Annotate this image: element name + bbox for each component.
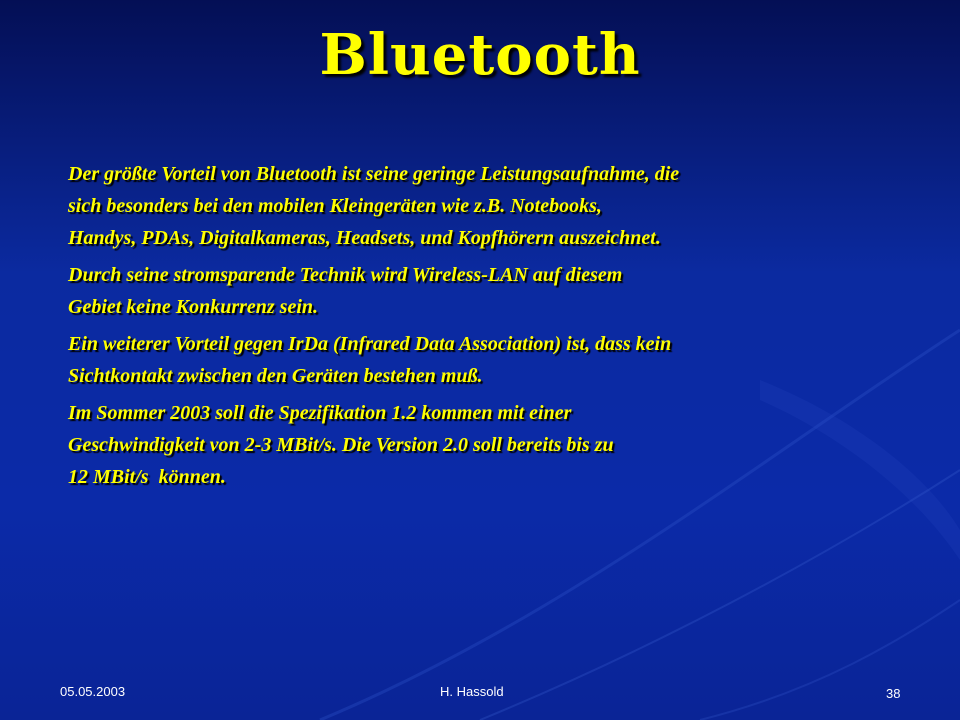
- text-line: Der größte Vorteil von Bluetooth ist seine geringe Leistungsaufnahme, die: [68, 163, 680, 185]
- text-line: Gebiet keine Konkurrenz sein.: [68, 296, 319, 318]
- footer-page-number: 38: [886, 686, 901, 701]
- text-line: 12 MBit/s können.: [68, 466, 226, 488]
- paragraph-wireless-lan: [68, 259, 928, 323]
- text-line: Ein weiterer Vorteil gegen IrDa (Infrared Data Association) ist, dass kein: [68, 333, 672, 355]
- text-line: sich besonders bei den mobilen Kleingeräten wie z.B. Notebooks,: [68, 195, 602, 217]
- paragraph-specification: [68, 397, 928, 493]
- text-line: Sichtkontakt zwischen den Geräten bestehen muß.: [68, 365, 483, 387]
- text-line: Geschwindigkeit von 2-3 MBit/s. Die Version 2.0 soll bereits bis zu: [68, 434, 614, 456]
- text-line: Durch seine stromsparende Technik wird Wireless-LAN auf diesem: [68, 264, 623, 286]
- text-line: Handys, PDAs, Digitalkameras, Headsets, und Kopfhörern auszeichnet.: [68, 227, 661, 249]
- paragraph-irda: [68, 328, 928, 392]
- text-line: Im Sommer 2003 soll die Spezifikation 1.2 kommen mit einer: [68, 402, 572, 424]
- footer-date: 05.05.2003: [60, 684, 126, 699]
- body-text: [68, 158, 928, 498]
- footer-author: H. Hassold: [440, 684, 504, 699]
- paragraph-power-consumption: [68, 158, 928, 254]
- slide-title: Bluetooth: [319, 22, 641, 88]
